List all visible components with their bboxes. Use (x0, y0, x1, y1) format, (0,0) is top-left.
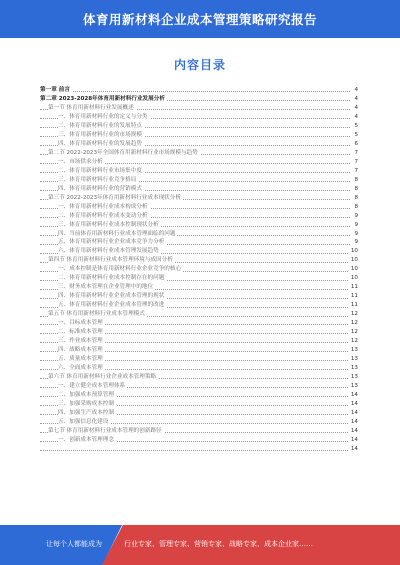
toc-entry[interactable] (40, 122, 358, 131)
toc-entry-page: 6 (354, 140, 358, 147)
toc-entry-label: 三、体育用新材料行业竞争格局 (58, 176, 137, 183)
toc-entry-page: 4 (354, 87, 358, 93)
toc-entry[interactable] (40, 364, 358, 373)
toc-entry-label: 一、体育用新材料行业成本构成分析 (58, 203, 148, 210)
toc-entry-label: 二、加强成本预算管理 (58, 391, 114, 398)
toc-entry-page: 9 (354, 230, 358, 237)
toc-entry[interactable] (40, 158, 358, 167)
toc-entry-page: 5 (354, 131, 358, 138)
footer-banner (0, 525, 400, 565)
toc-entry-page: 13 (350, 347, 358, 354)
toc-entry-label: 三、加强采购成本控制 (58, 400, 114, 407)
toc-entry-label: 二、标准成本管理 (58, 329, 103, 336)
toc-heading: 内容目录 (173, 58, 226, 72)
toc-leader-dots (40, 450, 350, 451)
toc-entry-label: 五、体育用新材料行业企业成本竞争力分析 (58, 239, 165, 246)
toc-entry[interactable] (40, 337, 358, 346)
toc-entry-label: 一、目标成本管理 (58, 320, 103, 327)
toc-entry[interactable] (40, 221, 358, 230)
toc-entry[interactable] (40, 194, 358, 203)
toc-entry[interactable] (40, 409, 358, 418)
toc-entry-page: 11 (350, 284, 358, 291)
toc-entry-page: 14 (350, 436, 358, 443)
toc-entry-label: 第六节 体育用新材料行业企业成本管理策略 (48, 374, 157, 380)
toc-entry-label: 四、战略成本管理 (58, 347, 103, 354)
toc-entry-label: 四、体育用新材料行业的营销模式 (58, 185, 142, 192)
toc-entry[interactable] (40, 212, 358, 221)
toc-entry[interactable] (40, 86, 358, 95)
toc-entry-label: 第一节 体育用新材料行业发展概述 (48, 104, 134, 111)
table-of-contents (40, 86, 358, 454)
report-title: 体育用新材料企业成本管理策略研究报告 (82, 12, 317, 27)
toc-entry[interactable] (40, 203, 358, 212)
toc-entry[interactable] (40, 230, 358, 239)
toc-entry-label: 五、质量成本管理 (58, 356, 103, 363)
toc-entry-page: 4 (354, 113, 358, 120)
toc-entry[interactable] (40, 436, 358, 445)
toc-entry-page: 14 (350, 409, 358, 416)
toc-entry-label: 三、作业成本管理 (58, 338, 103, 345)
toc-entry[interactable] (40, 113, 358, 122)
toc-entry-label: 二、体育用新材料行业成本变动分析 (58, 212, 148, 219)
toc-entry-label: 四、体育用新材料行业的发展趋势 (58, 140, 142, 147)
toc-entry-page: 10 (350, 275, 358, 282)
toc-entry-page: 8 (354, 185, 358, 192)
toc-entry-label: 第七节 体育用新材料行业成本管理的创新路径 (48, 427, 162, 434)
toc-entry-page: 4 (354, 104, 358, 111)
toc-entry-page: 14 (350, 427, 358, 434)
toc-entry-page: 14 (350, 418, 358, 425)
toc-entry-page: 5 (354, 122, 358, 129)
toc-entry-page: 14 (350, 445, 358, 452)
toc-entry-label: 四、加强生产成本控制 (58, 409, 114, 416)
toc-entry-page: 8 (354, 194, 358, 201)
toc-entry-page: 11 (350, 302, 358, 309)
toc-entry[interactable] (40, 176, 358, 185)
toc-entry-label: 一、体育用新材料行业的定义与分类 (58, 113, 148, 120)
toc-entry-label: 三、财务成本管理在企业管理中的地位 (58, 284, 154, 291)
toc-entry-label: 第一章 前言 (40, 87, 70, 93)
toc-entry[interactable] (40, 131, 358, 140)
toc-entry-page: 13 (350, 365, 358, 372)
toc-entry-label: 四、当前体育用新材料行业成本管理面临的问题 (58, 230, 176, 237)
toc-entry-label: 一、市场供求分析 (58, 158, 103, 165)
toc-entry-label: 三、体育用新材料行业的市场规模 (58, 131, 142, 138)
toc-entry-label: 四、体育用新材料行业企业成本管理的现状 (58, 293, 165, 300)
toc-entry[interactable] (40, 274, 358, 283)
toc-entry-label: 一、建立健全成本管理体系 (58, 382, 126, 389)
toc-entry[interactable] (40, 418, 358, 427)
toc-entry-label: 五、加强信息化建设 (58, 418, 109, 425)
toc-entry-page: 13 (350, 374, 358, 380)
toc-entry[interactable] (40, 104, 358, 113)
toc-entry-label: 第二节 2022-2023年全国体育用新材料行业市场规模与趋势 (48, 149, 198, 156)
toc-entry[interactable] (40, 400, 358, 409)
toc-entry[interactable] (40, 283, 358, 292)
toc-entry[interactable] (40, 328, 358, 337)
toc-entry-page: 10 (350, 248, 358, 255)
toc-entry[interactable] (40, 167, 358, 176)
toc-entry-label: 六、体育用新材料行业成本管理发展趋势 (58, 248, 159, 255)
toc-entry-page: 12 (350, 329, 358, 336)
toc-entry-label: 六、全面成本管理 (58, 365, 103, 372)
toc-entry[interactable] (40, 265, 358, 274)
toc-entry-page: 13 (350, 356, 358, 363)
toc-entry-page: 14 (350, 391, 358, 398)
toc-entry-label: 第二章 2023-2028年体育用新材料行业发展分析 (40, 95, 165, 102)
toc-entry[interactable] (40, 391, 358, 400)
toc-entry[interactable] (40, 256, 358, 265)
toc-entry-label: 一、创新成本管理理念 (58, 436, 114, 443)
toc-entry[interactable] (40, 382, 358, 391)
toc-entry-page: 9 (354, 239, 358, 246)
toc-entry-page: 8 (354, 203, 358, 210)
toc-entry-page: 7 (354, 167, 358, 174)
toc-entry-label: 三、体育用新材料行业成本控制现状分析 (58, 221, 159, 228)
toc-entry-label: 一、成本控制是体育用新材料行业企业竞争的核心 (58, 266, 182, 273)
toc-entry-page: 10 (350, 257, 358, 264)
toc-entry[interactable] (40, 355, 358, 364)
toc-entry-page: 7 (354, 149, 358, 156)
toc-entry-page: 11 (350, 293, 358, 300)
toc-entry[interactable] (40, 301, 358, 310)
report-header (0, 0, 400, 38)
toc-entry-page: 12 (350, 338, 358, 345)
toc-entry[interactable] (40, 238, 358, 247)
toc-entry[interactable] (40, 427, 358, 436)
toc-entry-label: 二、体育用新材料行业的发展特点 (58, 122, 142, 129)
toc-entry-page: 13 (350, 382, 358, 389)
toc-entry[interactable] (40, 149, 358, 158)
toc-entry-page: 10 (350, 266, 358, 273)
toc-entry[interactable] (40, 346, 358, 355)
toc-entry-label: 二、体育用新材料行业市场集中度 (58, 167, 142, 174)
toc-leader-dots (40, 91, 350, 92)
toc-entry-label: 第三节 2022-2023年体育用新材料行业成本现状分析 (48, 194, 181, 201)
toc-entry-label: 二、体育用新材料行业成本控制存在的问题 (58, 275, 165, 282)
footer-slogan: 让每个人都能成为 (46, 540, 102, 548)
toc-entry-page: 8 (354, 176, 358, 183)
toc-entry[interactable] (40, 319, 358, 328)
toc-entry-page: 12 (350, 320, 358, 327)
toc-entry[interactable] (40, 292, 358, 301)
toc-entry-page: 12 (350, 311, 358, 318)
toc-entry-page: 9 (354, 212, 358, 219)
toc-entry[interactable] (40, 445, 358, 454)
toc-entry[interactable] (40, 95, 358, 104)
toc-entry[interactable] (40, 185, 358, 194)
toc-entry[interactable] (40, 373, 358, 382)
toc-entry-label: 第四节 体育用新材料行业成本管理环境与成因分析 (48, 257, 173, 264)
toc-entry-page: 14 (350, 400, 358, 407)
toc-entry-page: 9 (354, 221, 358, 228)
toc-entry[interactable] (40, 247, 358, 256)
toc-entry-label: 五、体育用新材料行业企业成本管理的改进 (58, 302, 165, 309)
footer-roles: 行业专家、管理专家、营销专家、战略专家、成本企业家…… (124, 540, 313, 548)
toc-entry[interactable] (40, 140, 358, 149)
toc-entry-label: 第五节 体育用新材料行业成本管理模式 (48, 311, 145, 318)
toc-entry-page: 7 (354, 158, 358, 165)
toc-entry-page: 4 (354, 95, 358, 102)
toc-entry[interactable] (40, 310, 358, 319)
